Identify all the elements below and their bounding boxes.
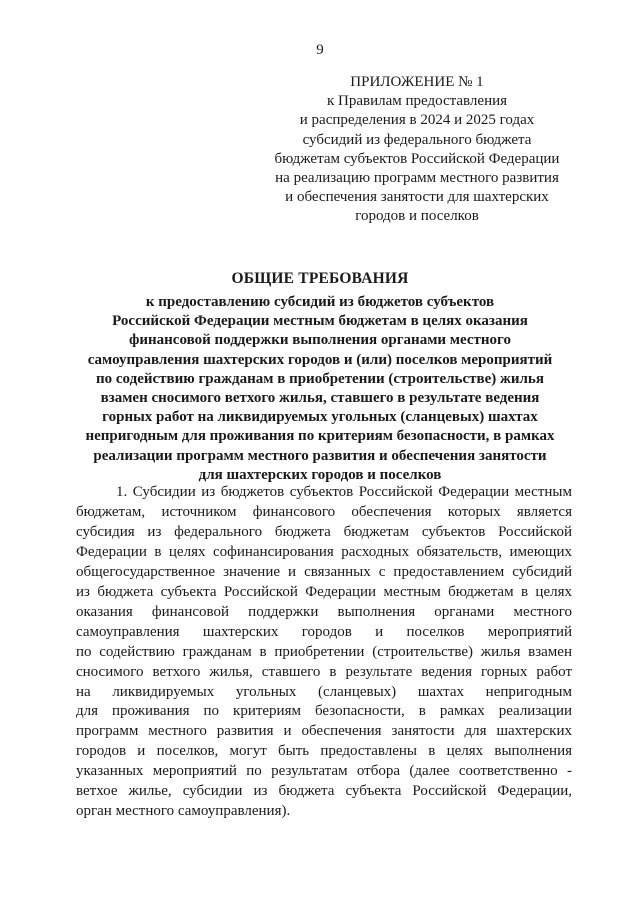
appendix-line: бюджетам субъектов Российской Федерации [274,150,560,167]
paragraph-line: Федерации в целях софинансирования расходных обязательств, имеющих [76,543,572,560]
paragraph-line: самоуправления шахтерских городов и поселков мероприятий [76,623,572,640]
subtitle-line: непригодным для проживания по критериям безопасности, в рамках [85,428,555,445]
paragraph-line: орган местного самоуправления). [76,803,291,820]
paragraph-1 [76,483,572,822]
paragraph-line: городов и поселков, могут быть предоставлены в целях выполнения [76,743,572,760]
subtitle-line: по содействию гражданам в приобретении (строительстве) жилья [96,370,544,387]
appendix-line: и распределения в 2024 и 2025 годах [299,112,535,129]
document-subtitle [70,293,570,485]
appendix-line: на реализацию программ местного развития [275,170,559,187]
subtitle-line: самоуправления шахтерских городов и (или) поселков мероприятий [87,351,553,368]
paragraph-line: программ местного развития и обеспечения занятости для шахтерских [76,723,572,740]
paragraph-line: из бюджета субъекта Российской Федерации местным бюджетам в целях [76,583,572,600]
paragraph-line: бюджетам, источником финансового обеспечения которых является [76,503,572,520]
appendix-line: субсидий из федерального бюджета [302,131,532,148]
paragraph-line: субсидия из федерального бюджета бюджетам субъектов Российской [76,523,572,540]
subtitle-line: финансовой поддержки выполнения органами местного [129,332,511,349]
subtitle-line: горных работ на ликвидируемых угольных (сланцевых) шахтах [102,409,538,426]
subtitle-line: для шахтерских городов и поселков [198,466,442,483]
paragraph-line: указанных мероприятий по результатам отбора (далее соответственно - [76,763,572,780]
paragraph-line: для проживания по критериям безопасности, в рамках реализации [76,703,572,720]
subtitle-line: реализации программ местного развития и обеспечения занятости [93,447,547,464]
appendix-line: городов и поселков [355,208,479,225]
paragraph-line: 1. Субсидии из бюджетов субъектов Российской Федерации местным [116,484,572,500]
subtitle-line: Российской Федерации местным бюджетам в целях оказания [112,313,528,330]
paragraph-line: по содействию гражданам в приобретении (строительстве) жилья взамен [76,643,572,660]
subtitle-line: взамен сносимого ветхого жилья, ставшего в результате ведения [100,390,540,407]
paragraph-line: оказания финансовой поддержки выполнения органами местного [76,603,572,620]
paragraph-line: сносимого ветхого жилья, ставшего в результате ведения горных работ [76,663,572,680]
paragraph-line: на ликвидируемых угольных (сланцевых) шахтах непригодным [76,683,572,700]
appendix-block [262,73,572,227]
paragraph-line: общегосударственное значение и связанных с предоставлением субсидий [76,563,572,580]
appendix-line: и обеспечения занятости для шахтерских [285,189,549,206]
document-title: ОБЩИЕ ТРЕБОВАНИЯ [231,270,409,287]
appendix-heading: ПРИЛОЖЕНИЕ № 1 [350,74,484,90]
page-number: 9 [316,42,324,58]
paragraph-line: ветхое жилье, субсидии из бюджета субъекта Российской Федерации, [76,783,572,800]
subtitle-line: к предоставлению субсидий из бюджетов субъектов [145,294,495,310]
appendix-line: к Правилам предоставления [326,93,508,110]
